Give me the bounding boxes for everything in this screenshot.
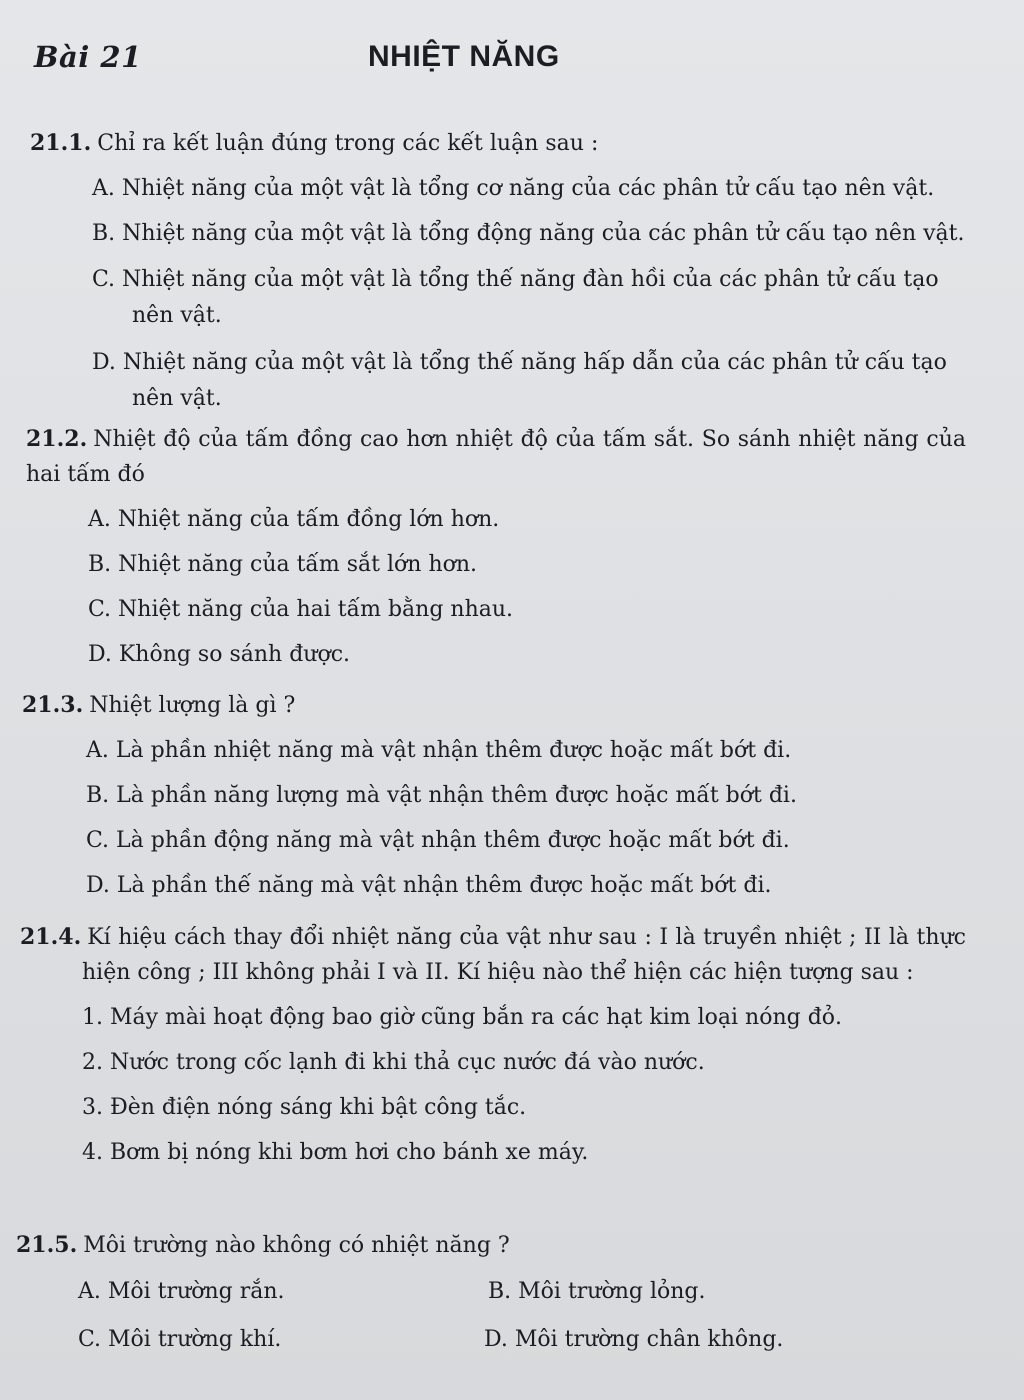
option-b: B. Môi trường lỏng. — [488, 1279, 706, 1304]
question-stem: Môi trường nào không có nhiệt năng ? — [83, 1233, 510, 1258]
option-a: A. Nhiệt năng của tấm đồng lớn hơn. — [88, 507, 500, 532]
option-a: A. Nhiệt năng của một vật là tổng cơ năng của các phân tử cấu tạo nên vật. — [92, 176, 935, 201]
phenomenon-2: 2. Nước trong cốc lạnh đi khi thả cục nước đá vào nước. — [82, 1050, 705, 1075]
page-title: NHIỆT NĂNG — [368, 40, 560, 73]
page-header — [34, 36, 994, 86]
question-21-2 — [26, 422, 966, 672]
option-d: D. Môi trường chân không. — [484, 1327, 784, 1352]
question-21-4 — [20, 920, 966, 1170]
option-a: A. Là phần nhiệt năng mà vật nhận thêm được hoặc mất bớt đi. — [86, 738, 792, 763]
question-stem: Kí hiệu cách thay đổi nhiệt năng của vật như sau : I là truyền nhiệt ; II là thực hiện công ; III không phải I và II. Kí hiệu nào thể hiện các hiện tượng sau : — [82, 925, 966, 985]
question-number: 21.3. — [22, 692, 84, 718]
option-d: D. Không so sánh được. — [88, 642, 351, 667]
option-c: C. Nhiệt năng của một vật là tổng thế năng đàn hồi của các phân tử cấu tạo nên vật. — [92, 267, 939, 328]
question-number: 21.4. — [20, 924, 82, 950]
lesson-number: Bài 21 — [34, 40, 142, 74]
question-number: 21.5. — [16, 1232, 78, 1258]
option-c: C. Là phần động năng mà vật nhận thêm được hoặc mất bớt đi. — [86, 828, 790, 853]
phenomenon-1: 1. Máy mài hoạt động bao giờ cũng bắn ra các hạt kim loại nóng đỏ. — [82, 1005, 843, 1030]
option-b: B. Nhiệt năng của tấm sắt lớn hơn. — [88, 552, 478, 577]
option-b: B. Là phần năng lượng mà vật nhận thêm được hoặc mất bớt đi. — [86, 783, 797, 808]
phenomenon-3: 3. Đèn điện nóng sáng khi bật công tắc. — [82, 1095, 527, 1120]
option-c: C. Nhiệt năng của hai tấm bằng nhau. — [88, 597, 514, 622]
option-b: B. Nhiệt năng của một vật là tổng động năng của các phân tử cấu tạo nên vật. — [92, 221, 965, 246]
phenomenon-4: 4. Bơm bị nóng khi bơm hơi cho bánh xe máy. — [82, 1140, 589, 1165]
question-stem: Nhiệt độ của tấm đồng cao hơn nhiệt độ của tấm sắt. So sánh nhiệt năng của hai tấm đó — [26, 427, 966, 487]
question-number: 21.1. — [30, 130, 92, 156]
option-c: C. Môi trường khí. — [78, 1327, 282, 1352]
question-stem: Chỉ ra kết luận đúng trong các kết luận sau : — [97, 131, 599, 156]
question-number: 21.2. — [26, 426, 88, 452]
question-stem: Nhiệt lượng là gì ? — [89, 693, 296, 718]
question-21-5 — [16, 1228, 976, 1369]
question-21-1 — [30, 126, 970, 417]
option-a: A. Môi trường rắn. — [78, 1279, 285, 1304]
question-21-3 — [22, 688, 962, 903]
option-d: D. Nhiệt năng của một vật là tổng thế năng hấp dẫn của các phân tử cấu tạo nên vật. — [92, 350, 947, 411]
option-d: D. Là phần thế năng mà vật nhận thêm được hoặc mất bớt đi. — [86, 873, 772, 898]
